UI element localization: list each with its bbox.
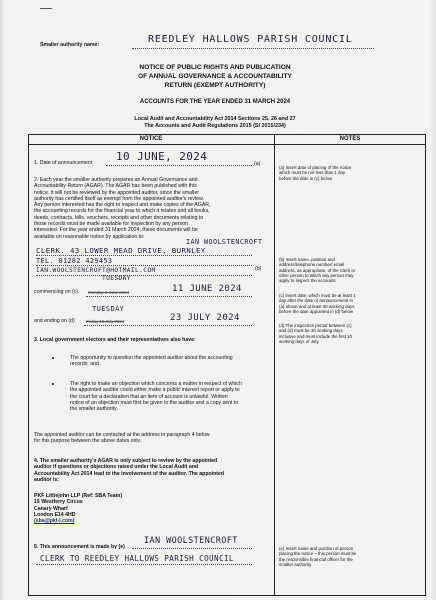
p2-line: deeds, contracts, bills, vouchers, receipts and other documents relating to <box>34 214 204 221</box>
note-a-line: (a) Insert date of placing of the notice <box>279 165 352 170</box>
ending-date: 23 JULY 2024 <box>170 313 240 323</box>
note-d-line: and (d) must be 30 working days <box>279 328 343 334</box>
note-b-line: apply to inspect the accounts <box>279 278 336 284</box>
p2-line: authority has certified itself as exempt from the appointed auditor's review. <box>34 195 204 202</box>
p3-footer-line: The appointed auditor can be contacted at the address in paragraph 4 below <box>34 432 210 438</box>
auditor-line: London E14 4HD <box>34 511 76 518</box>
contact-name: IAN WOOLSTENCROFT <box>186 238 263 246</box>
p2-line: 2. Each year the smaller authority prepares an Annual Governance and <box>34 177 198 183</box>
p2-line: the accounting records for the financial year to which it relates and all books, <box>34 208 210 215</box>
contact-address: CLERK. 43 LOWER MEAD DRIVE, BURNLEY <box>36 246 206 255</box>
note-c-line: day after the date of announcement in <box>279 298 353 304</box>
auditor-line: PKF Littlejohn LLP (Ref: SBA Team) <box>34 493 123 499</box>
ending-day: TUESDAY <box>92 305 125 313</box>
note-c <box>279 293 421 314</box>
auditor-line: 15 Westferry Circus <box>34 499 83 506</box>
ending-label: and ending on (d) <box>34 318 75 324</box>
p3-bullet2 <box>70 381 270 412</box>
ending-line <box>84 325 252 326</box>
accounts-subtitle: ACCOUNTS FOR THE YEAR ENDED 31 MARCH 2024 <box>139 99 291 105</box>
contact-telephone: TEL. 01282 429453 <box>36 257 113 265</box>
note-b-line: (b) Insert name, position and <box>279 257 335 262</box>
p3-bullet2-line: the smaller authority. <box>70 406 118 413</box>
bullet-icon <box>52 357 54 359</box>
p4-line: Accountability Act 2014 lead to the involvement of the auditor. The appointed <box>34 470 225 477</box>
ending-printed-date: Friday 12 July 2024 <box>86 319 125 324</box>
note-e <box>279 546 421 567</box>
authority-name-line <box>132 48 374 49</box>
note-d <box>279 323 421 344</box>
p2-line: Any person interested has the right to inspect and make copies of the AGAR, <box>34 202 211 209</box>
p4-text <box>34 458 272 483</box>
p2-line: notice. It will not be reviewed by the appointed auditor, since the smaller <box>34 189 199 196</box>
note-c-line: (a) above and at least 30 working days <box>279 303 355 309</box>
note-b-line: address/telephone number/ email <box>279 262 345 268</box>
auditor-line: Canary Wharf <box>34 505 68 512</box>
p2-line: available on reasonable notice by application to: <box>34 233 145 240</box>
p2-line: those records must be made available for inspection by any person <box>34 221 188 228</box>
note-a-line: before the date in (c) below <box>279 175 333 181</box>
notice-title-line2: OF ANNUAL GOVERNANCE & ACCOUNTABILITY <box>138 73 292 80</box>
commencing-date: 11 JUNE 2024 <box>172 284 242 294</box>
contact-line-1 <box>36 255 252 256</box>
notice-column-header: NOTICE <box>139 136 163 142</box>
note-e-line: (e) Insert name and position of person <box>279 546 354 551</box>
legislation-line1: Local Audit and Accountability Act 2014 Sections 25, 26 and 27 <box>134 116 296 122</box>
commencing-printed-date: Monday 3 June 2024 <box>88 290 130 295</box>
note-c-line: before the date appointed in (d) below <box>279 308 353 314</box>
note-d-line: inclusive and must include the first 10 <box>279 333 352 339</box>
signatory-name: IAN WOOLSTENCROFT <box>144 536 238 546</box>
p4-line: auditor is: <box>34 476 60 483</box>
table-right-border <box>425 134 426 596</box>
p3-heading: 3. Local government electors and their representatives also have: <box>34 337 196 343</box>
p5-label: 5. This announcement is made by (e) <box>34 544 125 550</box>
contact-email: IAN.WOOLSTENCROFT@HOTMAIL.COM <box>36 267 156 274</box>
p3-bullet1-line: records; and <box>70 361 99 368</box>
bullet-icon <box>52 383 54 385</box>
table-left-border <box>28 134 29 596</box>
commencing-day: TUESDAY <box>102 275 131 282</box>
table-top-border <box>28 134 426 135</box>
p4-line: auditor if questions or objections raised under the Local Audit and <box>34 464 199 471</box>
p1-label: 1. Date of announcement <box>34 160 93 166</box>
p3-bullet1 <box>70 355 270 368</box>
scan-mark <box>40 8 52 9</box>
note-d-line: (d) The inspection period between (c) <box>279 323 352 328</box>
announcement-date: 10 JUNE, 2024 <box>116 150 208 163</box>
p3-bullet2-line: the court for a declaration that an item of account is unlawful. Written <box>70 393 228 400</box>
p2-line: Accountability Return (AGAR). The AGAR has been published with this <box>34 183 197 190</box>
signatory-role: CLERK TO REEDLEY HALLOWS PARISH COUNCIL <box>40 554 234 563</box>
contact-line-2 <box>36 265 252 266</box>
note-c-line: (c) Insert date, which must be at least 1 <box>279 293 356 298</box>
note-e-line: the responsible financial officer for the <box>279 556 353 562</box>
note-b-line: other person to which any person may <box>279 272 354 278</box>
contact-line-3 <box>36 275 252 276</box>
note-a <box>279 165 421 181</box>
signatory-name-line <box>132 548 252 549</box>
table-bottom-border <box>28 595 426 596</box>
announcement-date-line <box>106 165 252 166</box>
p3-footer-line: for this purpose between the above dates only. <box>34 438 142 445</box>
p3-footer <box>34 432 272 445</box>
auditor-email[interactable]: (sba@pkf-l.com) <box>34 518 75 525</box>
authority-label: Smaller authority name: <box>40 42 100 48</box>
notice-title-line3: RETURN (EXEMPT AUTHORITY) <box>164 82 266 89</box>
legislation-line2: The Accounts and Audit Regulations 2015 (SI 2015/234) <box>144 123 286 129</box>
p2-line: interested. For the year ended 31 March 2024, these documents will be <box>34 227 198 234</box>
note-e-line: placing the notice – this person must be <box>279 551 357 557</box>
authority-name: REEDLEY HALLOWS PARISH COUNCIL <box>148 34 353 45</box>
note-e-line: smaller authority <box>279 561 312 567</box>
commencing-line <box>86 296 252 297</box>
p3-bullet2-line: the appointed auditor could either make a public interest report or apply to <box>70 387 240 394</box>
note-b-line: address, as appropriate, of the Clerk or <box>279 267 356 273</box>
notes-column-header: NOTES <box>339 136 361 142</box>
p4-line: 4. The smaller authority's AGAR is only subject to review by the appointed <box>34 458 218 464</box>
signatory-role-line <box>36 564 252 565</box>
note-d-line: working days of July. <box>279 338 320 344</box>
auditor-address <box>34 493 234 524</box>
contact-ref: (b) <box>255 266 262 272</box>
p1-ref: (a) <box>254 161 261 167</box>
p3-bullet1-line: The opportunity to question the appointed auditor about the accounting <box>70 355 233 361</box>
table-column-divider <box>274 134 275 596</box>
note-a-line: which must be not less than 1 day <box>279 170 346 176</box>
p3-bullet2-line: The right to make an objection which concerns a matter in respect of which <box>70 381 242 387</box>
p3-bullet2-line: notice of an objection must first be given to the auditor and a copy sent to <box>70 399 239 406</box>
note-b <box>279 257 421 283</box>
table-header-border <box>28 144 426 145</box>
commencing-label: commencing on (c) <box>34 289 79 295</box>
notice-title-line1: NOTICE OF PUBLIC RIGHTS AND PUBLICATION <box>139 64 291 71</box>
p2-text <box>34 177 272 240</box>
